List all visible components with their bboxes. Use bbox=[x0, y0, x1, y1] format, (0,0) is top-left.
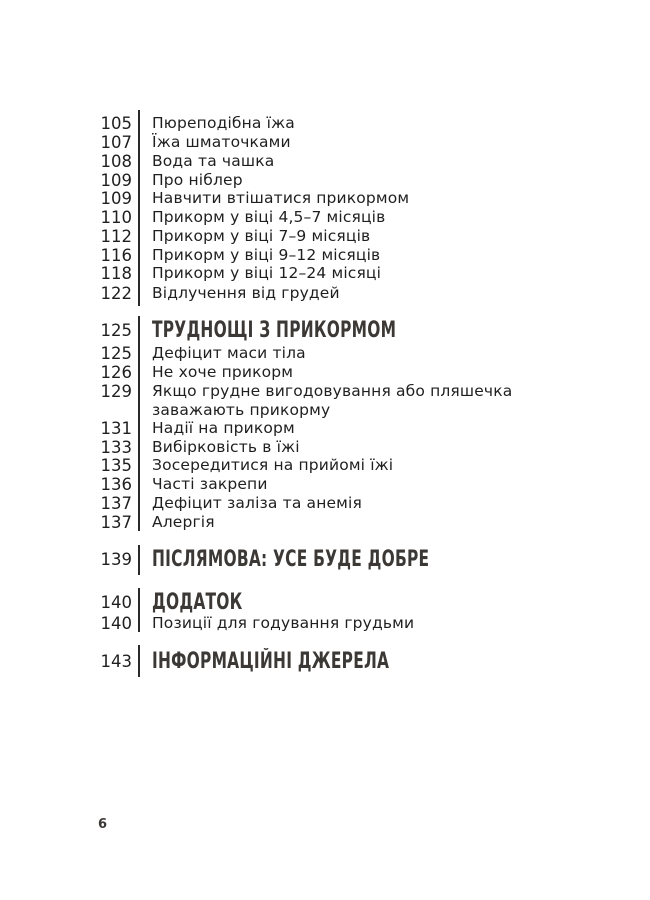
toc-page-number: 131 bbox=[100, 419, 132, 438]
toc-title: Дефіцит маси тіла bbox=[152, 344, 306, 362]
page-number: 6 bbox=[98, 817, 108, 832]
toc-title: Про ніблер bbox=[152, 171, 243, 189]
toc-page-number: 109 bbox=[100, 171, 132, 190]
toc-title: Якщо грудне вигодовування або пляшечка bbox=[152, 382, 513, 400]
toc-title: Пюреподібна їжа bbox=[152, 114, 295, 132]
toc-page-number: 108 bbox=[100, 152, 132, 171]
toc-title: Дефіцит заліза та анемія bbox=[152, 494, 362, 512]
toc-title: Позиції для годування грудьми bbox=[152, 614, 415, 632]
toc-page-number: 125 bbox=[100, 321, 132, 340]
toc-page-number: 109 bbox=[100, 189, 132, 208]
toc-page-number: 133 bbox=[100, 438, 132, 457]
toc-page-number: 143 bbox=[100, 652, 132, 671]
toc-title: Часті закрепи bbox=[152, 475, 268, 493]
toc-section-title: ТРУДНОЩІ З ПРИКОРМОМ bbox=[152, 318, 397, 343]
toc-title: Навчити втішатися прикормом bbox=[152, 189, 410, 207]
toc-page-number: 105 bbox=[100, 114, 132, 133]
toc-page-number: 140 bbox=[100, 614, 132, 633]
toc-title: Їжа шматочками bbox=[152, 133, 291, 151]
toc-title: Зосередитися на прийомі їжі bbox=[152, 456, 394, 474]
toc-title: Прикорм у віці 9–12 місяців bbox=[152, 246, 381, 264]
toc-title: Вибірковість в їжі bbox=[152, 438, 300, 456]
toc-title: Відлучення від грудей bbox=[152, 284, 340, 302]
divider-line bbox=[138, 110, 140, 306]
toc-page-number: 112 bbox=[100, 227, 132, 246]
toc-title: Прикорм у віці 12–24 місяці bbox=[152, 264, 382, 282]
divider-line bbox=[138, 316, 140, 531]
toc-section-title: ДОДАТОК bbox=[152, 590, 243, 615]
toc-page-number: 122 bbox=[100, 284, 132, 303]
toc-title: Не хоче прикорм bbox=[152, 363, 294, 381]
toc-title: заважають прикорму bbox=[152, 401, 331, 419]
divider-line bbox=[138, 645, 140, 677]
toc-page-number: 116 bbox=[100, 246, 132, 265]
toc-page-number: 126 bbox=[100, 363, 132, 382]
toc-page-number: 107 bbox=[100, 133, 132, 152]
toc-page-number: 137 bbox=[100, 494, 132, 513]
toc-title: Прикорм у віці 7–9 місяців bbox=[152, 227, 371, 245]
divider-line bbox=[138, 545, 140, 575]
toc-title: Вода та чашка bbox=[152, 152, 275, 170]
divider-line bbox=[138, 588, 140, 632]
toc-page-number: 110 bbox=[100, 208, 132, 227]
toc-page-number: 140 bbox=[100, 593, 132, 612]
toc-section-title: ПІСЛЯМОВА: УСЕ БУДЕ ДОБРЕ bbox=[152, 547, 430, 572]
toc-page-number: 135 bbox=[100, 456, 132, 475]
toc-title: Прикорм у віці 4,5–7 місяців bbox=[152, 208, 386, 226]
toc-section-title: ІНФОРМАЦІЙНІ ДЖЕРЕЛА bbox=[152, 649, 390, 674]
toc-page-number: 139 bbox=[100, 550, 132, 569]
toc-page-number: 129 bbox=[100, 382, 132, 401]
toc-page-number: 137 bbox=[100, 513, 132, 532]
toc-page-number: 118 bbox=[100, 264, 132, 283]
toc-page-number: 136 bbox=[100, 475, 132, 494]
toc-title: Надії на прикорм bbox=[152, 419, 295, 437]
toc-page-number: 125 bbox=[100, 344, 132, 363]
toc-title: Алергія bbox=[152, 513, 215, 531]
